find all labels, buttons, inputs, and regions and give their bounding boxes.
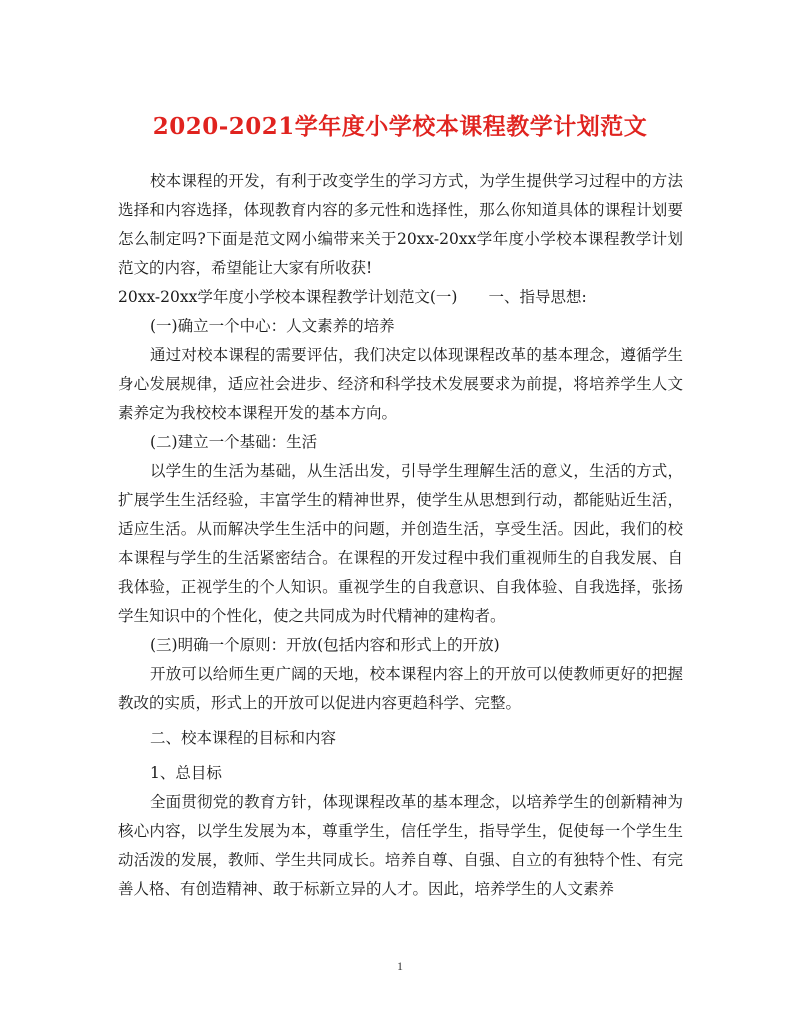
paragraph-life-foundation: 以学生的生活为基础，从生活出发，引导学生理解生活的意义，生活的方式，扩展学生生活经验，丰富学生的精神世界，使学生从思想到行动，都能贴近生活，适应生活。从而解决学生生活中的问题，并创造生活，享受生活。因此，我们的校本课程与学生的生活紧密结合。在课程的开发过程中我们重视师生的自我发展、自我体验，正视学生的个人知识。重视学生的自我意识、自我体验、自我选择，张扬学生知识中的个性化，使之共同成为时代精神的建构者。 bbox=[118, 462, 683, 625]
paragraph-openness: 开放可以给师生更广阔的天地，校本课程内容上的开放可以使教师更好的把握教改的实质，形式上的开放可以促进内容更趋科学、完整。 bbox=[118, 665, 683, 712]
subheading-overall-goal: 1、总目标 bbox=[150, 764, 222, 782]
intro-paragraph: 校本课程的开发，有利于改变学生的学习方式，为学生提供学习过程中的方法选择和内容选择，体现教育内容的多元性和选择性，那么你知道具体的课程计划要怎么制定吗?下面是范文网小编带来关于20xx-20xx学年度小学校本课程教学计划范文的内容，希望能让大家有所收获! bbox=[118, 172, 683, 277]
page-number: 1 bbox=[397, 959, 403, 973]
section-heading-guiding-ideology: 20xx-20xx学年度小学校本课程教学计划范文(一) 一、指导思想: bbox=[118, 288, 587, 306]
document-body bbox=[118, 167, 683, 904]
paragraph-overall-goal: 全面贯彻党的教育方针，体现课程改革的基本理念，以培养学生的创新精神为核心内容，以学生发展为本，尊重学生，信任学生，指导学生，促使每一个学生生动活泼的发展，教师、学生共同成长。培养自尊、自强、自立的有独特个性、有完善人格、有创造精神、敢于标新立异的人才。因此，培养学生的人文素养 bbox=[118, 793, 683, 898]
document-title: 2020-2021学年度小学校本课程教学计划范文 bbox=[152, 113, 648, 140]
section-heading-goals-content: 二、校本课程的目标和内容 bbox=[150, 729, 337, 747]
paragraph-needs-assessment: 通过对校本课程的需要评估，我们决定以体现课程改革的基本理念，遵循学生身心发展规律，适应社会进步、经济和科学技术发展要求为前提，将培养学生人文素养定为我校校本课程开发的基本方向。 bbox=[118, 346, 683, 422]
subheading-one-foundation: (二)建立一个基础：生活 bbox=[150, 433, 318, 451]
subheading-one-principle: (三)明确一个原则：开放(包括内容和形式上的开放) bbox=[150, 636, 500, 654]
subheading-one-center: (一)确立一个中心：人文素养的培养 bbox=[150, 317, 395, 335]
